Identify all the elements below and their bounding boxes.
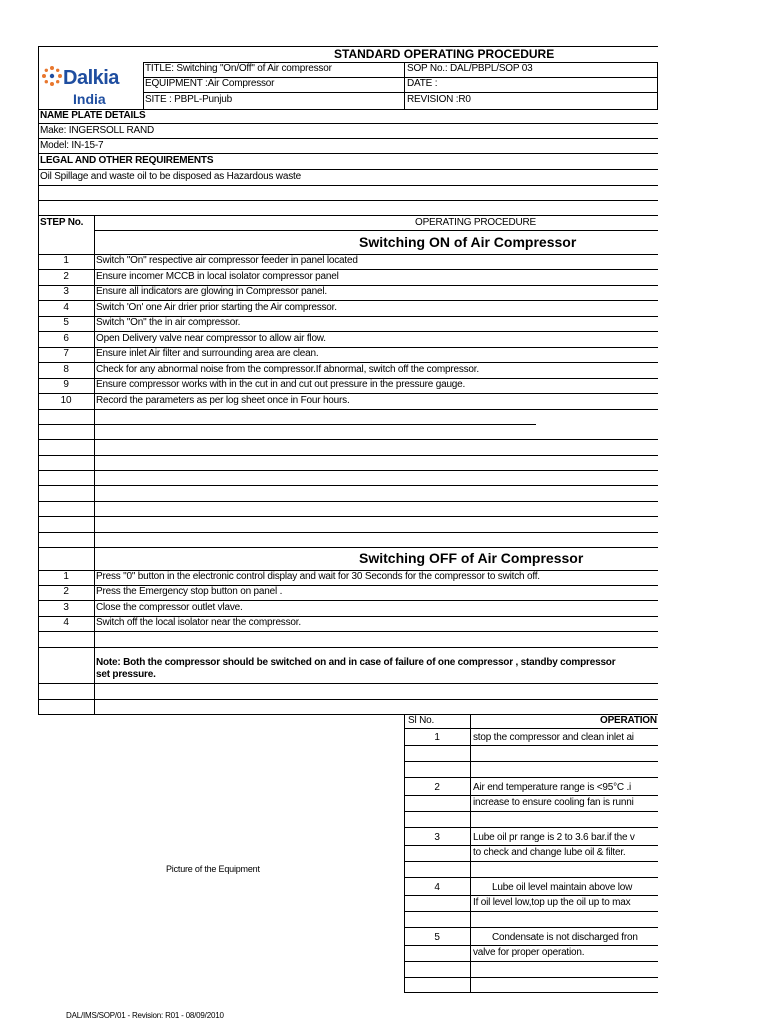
note-line-1: Note: Both the compressor should be switched on and in case of failure of one compressor , standby compressor: [96, 657, 616, 668]
logo-sub: India: [73, 91, 106, 107]
logo-name: Dalkia: [63, 67, 119, 89]
step-number: 6: [63, 332, 69, 344]
ops-row-line1: Condensate is not discharged fron: [492, 932, 638, 943]
step-number: 1: [63, 255, 69, 266]
step-number: 3: [63, 286, 69, 297]
step-text: Press the Emergency stop button on panel .: [96, 586, 283, 598]
step-text: Switch 'On' one Air drier prior starting the Air compressor.: [96, 301, 337, 313]
nameplate-model: Model: IN-15-7: [40, 140, 104, 151]
nameplate-heading: NAME PLATE DETAILS: [40, 110, 146, 121]
ops-row-number: 3: [434, 832, 440, 843]
site-field: SITE : PBPL-Punjub: [145, 94, 233, 105]
step-text: Ensure incomer MCCB in local isolator compressor panel: [96, 270, 339, 282]
ops-row-line2: valve for proper operation.: [473, 947, 585, 958]
legal-heading: LEGAL AND OTHER REQUIREMENTS: [40, 155, 214, 166]
ops-row-line1: Lube oil pr range is 2 to 3.6 bar.if the v: [473, 832, 635, 843]
document-title: STANDARD OPERATING PROCEDURE: [334, 47, 555, 61]
step-text: Press "0" button in the electronic control display and wait for 30 Seconds for the compressor to switch off.: [96, 571, 540, 582]
ops-row-number: 1: [434, 732, 440, 743]
step-number: 2: [63, 270, 69, 282]
ops-row-line1: Air end temperature range is <95°C .i: [473, 782, 632, 793]
step-number: 8: [63, 363, 69, 375]
ops-row-line1: stop the compressor and clean inlet ai: [473, 732, 634, 743]
step-text: Switch "On" respective air compressor feeder in panel located: [96, 255, 358, 266]
operating-procedure-header: OPERATING PROCEDURE: [415, 217, 537, 228]
step-text: Open Delivery valve near compressor to allow air flow.: [96, 332, 326, 344]
ops-row-line1: Lube oil level maintain above low: [492, 882, 633, 893]
note-line-2: set pressure.: [96, 669, 156, 680]
step-text: Ensure compressor works with in the cut in and cut out pressure in the pressure gauge.: [96, 379, 466, 390]
step-text: Check for any abnormal noise from the compressor.If abnormal, switch off the compressor.: [96, 363, 479, 375]
step-header: STEP No.: [40, 217, 84, 228]
step-text: Switch "On" the in air compressor.: [96, 317, 241, 328]
equipment-field: EQUIPMENT :Air Compressor: [145, 78, 275, 89]
legal-text: Oil Spillage and waste oil to be disposed as Hazardous waste: [40, 171, 301, 182]
date-field: DATE :: [407, 78, 438, 89]
operation-header: OPERATION: [600, 715, 657, 726]
sop-number: SOP No.: DAL/PBPL/SOP 03: [407, 63, 533, 74]
step-number: 1: [63, 571, 69, 582]
step-text: Close the compressor outlet vlave.: [96, 601, 243, 613]
step-number: 3: [63, 601, 69, 613]
switching-off-title: Switching OFF of Air Compressor: [359, 550, 584, 566]
ops-row-number: 2: [434, 782, 440, 793]
step-number: 4: [63, 616, 69, 628]
step-number: 4: [63, 301, 69, 313]
nameplate-make: Make: INGERSOLL RAND: [40, 125, 154, 136]
picture-label: Picture of the Equipment: [166, 864, 260, 874]
revision-field: REVISION :R0: [407, 94, 471, 105]
ops-row-line2: to check and change lube oil & filter.: [473, 847, 626, 858]
ops-row-number: 5: [434, 932, 440, 943]
sl-no-header: Sl No.: [408, 715, 435, 726]
step-text: Ensure all indicators are glowing in Compressor panel.: [96, 286, 327, 297]
step-text: Record the parameters as per log sheet once in Four hours.: [96, 394, 350, 406]
step-number: 10: [60, 394, 72, 406]
switching-on-title: Switching ON of Air Compressor: [359, 234, 577, 250]
step-number: 5: [63, 317, 69, 328]
dalkia-logo-icon: [41, 65, 63, 87]
ops-row-number: 4: [434, 882, 440, 893]
step-number: 7: [63, 348, 69, 359]
step-text: Switch off the local isolator near the compressor.: [96, 616, 301, 628]
step-number: 9: [63, 379, 69, 390]
ops-row-line2: If oil level low,top up the oil up to max: [473, 897, 631, 908]
step-text: Ensure inlet Air filter and surrounding area are clean.: [96, 348, 319, 359]
title-field: TITLE: Switching "On/Off" of Air compressor: [145, 63, 332, 74]
footer-revision: DAL/IMS/SOP/01 - Revision: R01 - 08/09/2010: [66, 1011, 224, 1020]
step-number: 2: [63, 586, 69, 598]
ops-row-line2: increase to ensure cooling fan is runni: [473, 797, 634, 808]
